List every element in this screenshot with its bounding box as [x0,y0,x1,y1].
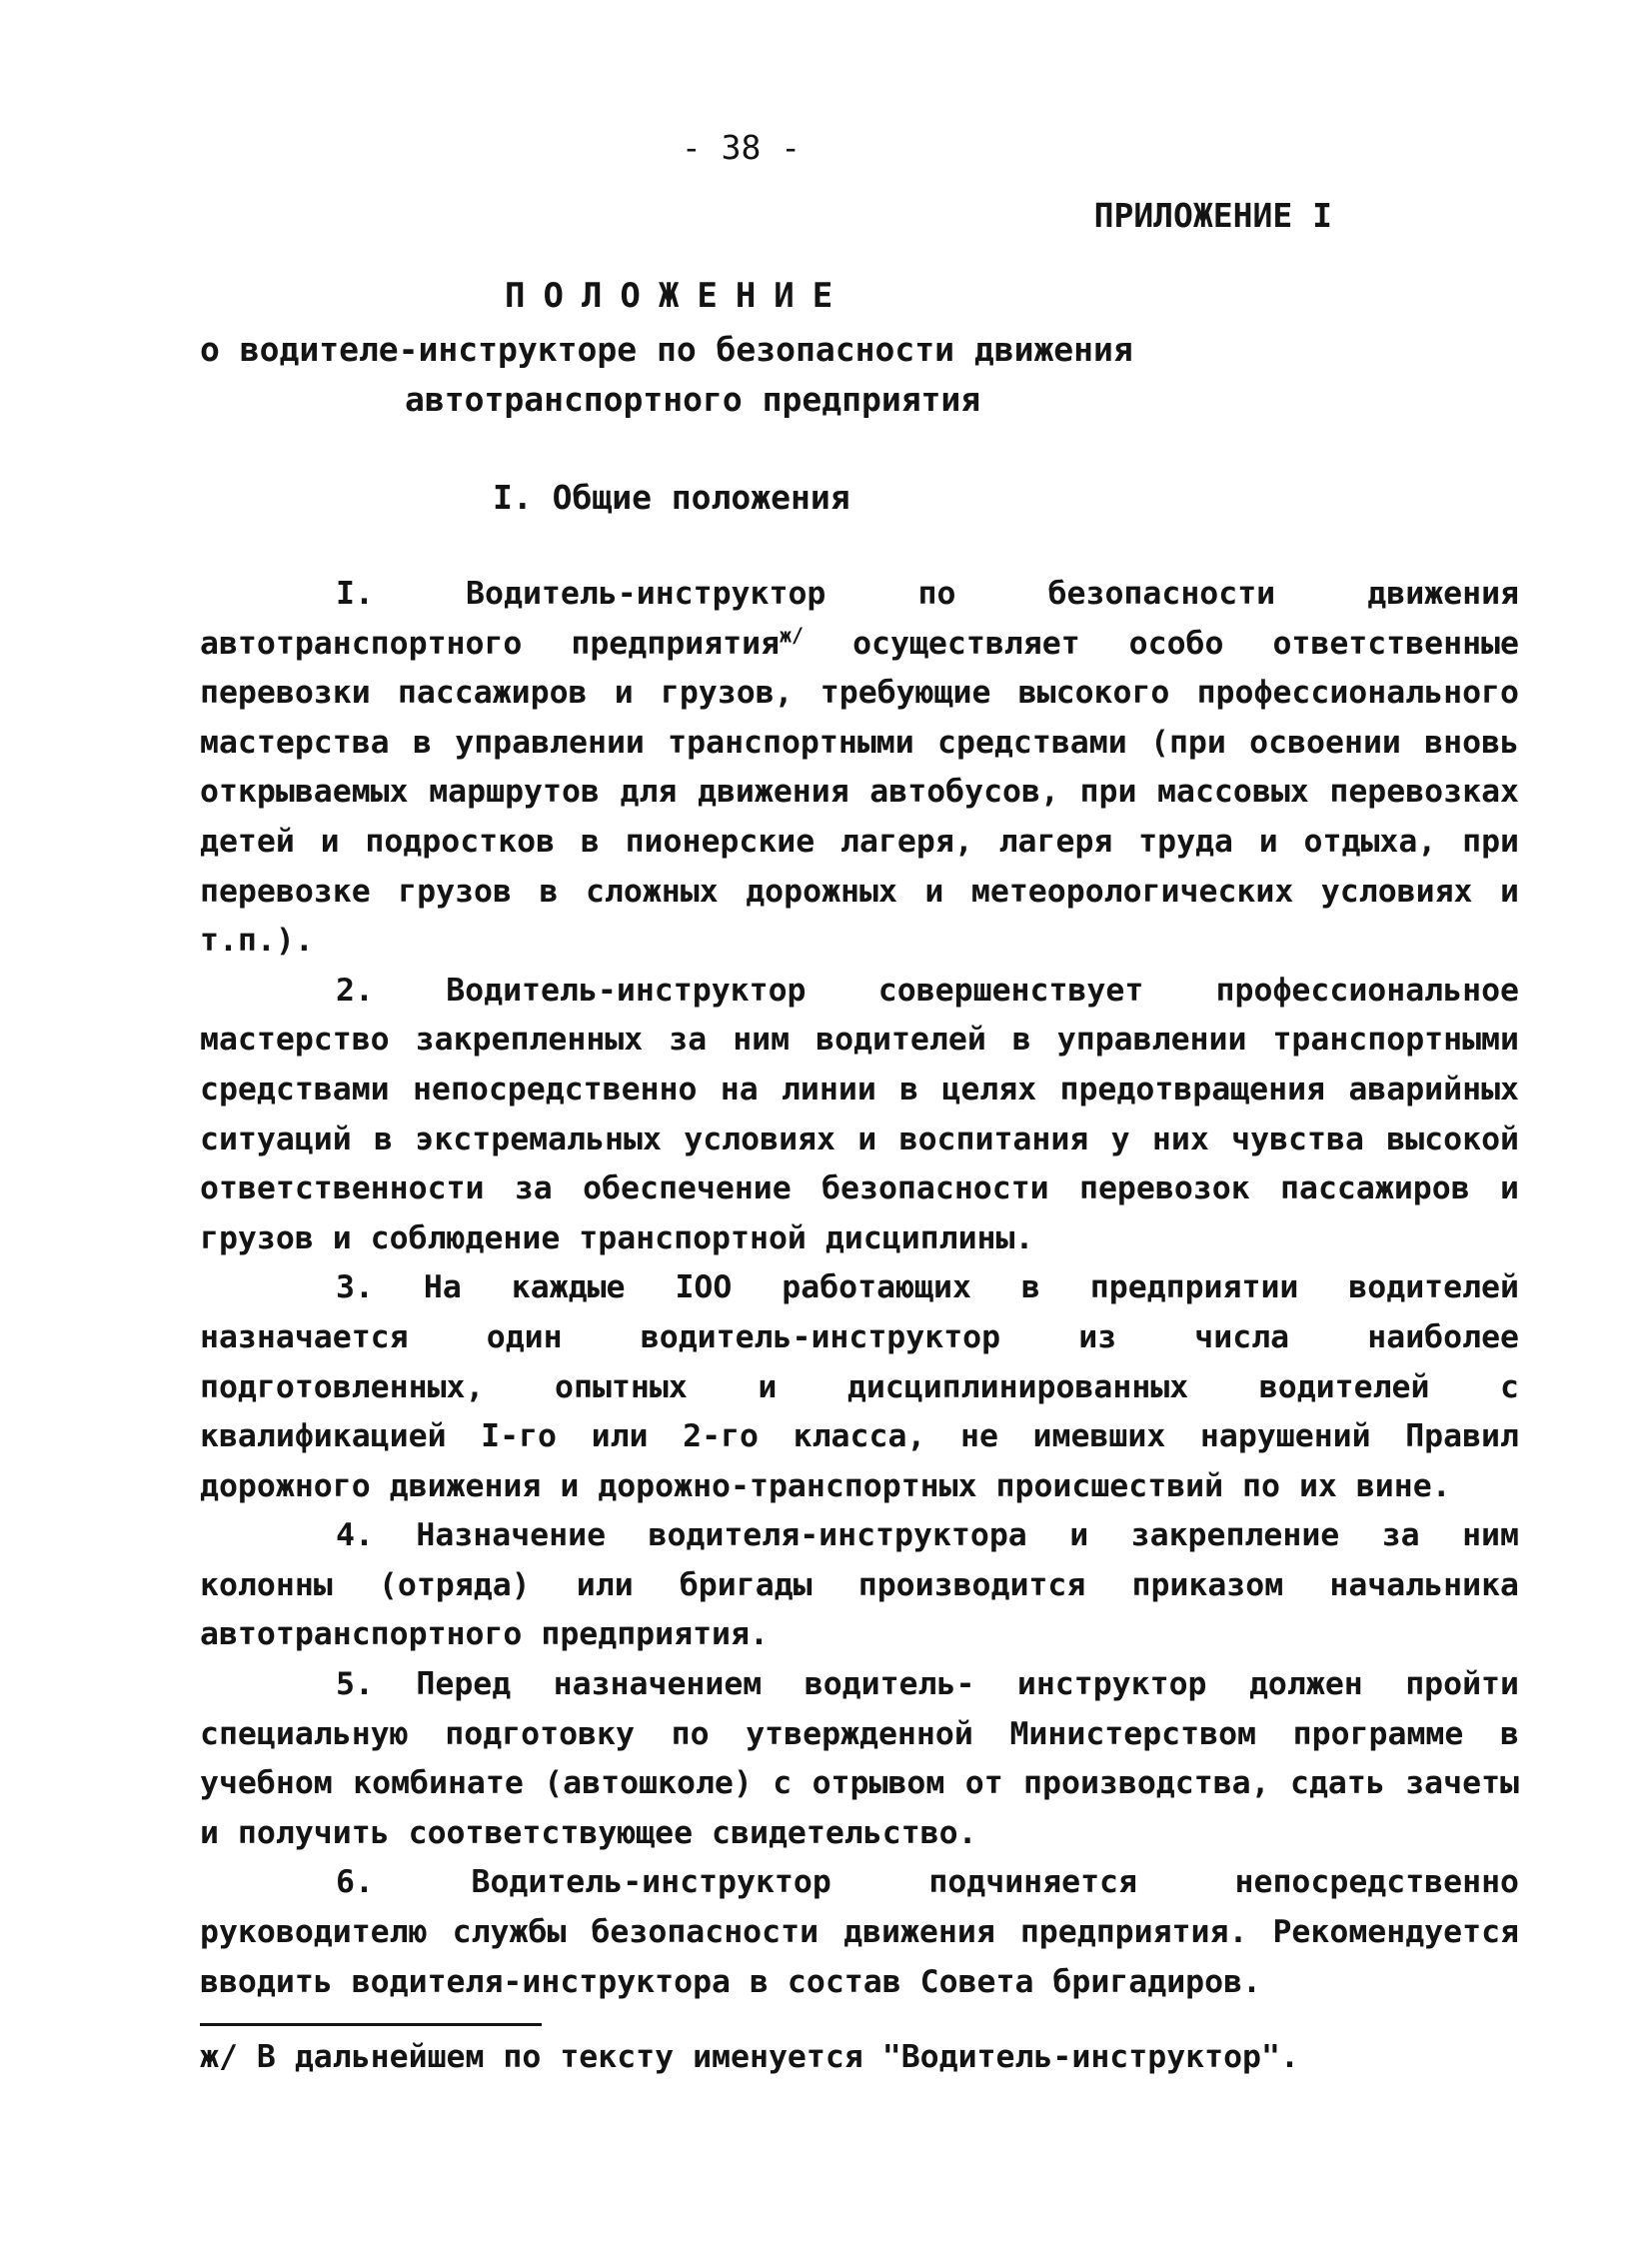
paragraph-3: 3. На каждые IOO работающих в предприятии водителей назначается один водитель-инструктор из числа наиболее подготовленных, опытных и дисциплинированных водителей с квалификацией I-го или 2-го класса, не имевших нарушений Правил дорожного движения и дорожно-транспортных происшествий по их вине. [200,1269,1519,1504]
paragraph-1-text-cont: осуществляет особо ответственные перевозки пассажиров и грузов, требующие высокого профессионального мастерства в управлении транспортными средствами (при освоении вновь открываемых маршрутов для движения автобусов, при массовых перевозках детей и подростков в пионерские лагеря, лагеря труда и отдыха, при перевозке грузов в сложных дорожных и метеорологических условиях и т.п.). [200,625,1519,960]
paragraph-1 [200,570,1519,967]
paragraph-6: 6. Водитель-инструктор подчиняется непосредственно руководителю службы безопасности движения предприятия. Рекомендуется вводить водителя-инструктора в состав Совета бригадиров. [200,1864,1519,2000]
body-text [200,570,1519,2007]
footnote-marker: ж/ [780,623,805,648]
paragraph-4: 4. Назначение водителя-инструктора и закрепление за ним колонны (отряда) или бригады производится приказом начальника автотранспортного предприятия. [200,1517,1519,1653]
page-number: - 38 - [681,128,802,167]
footnote: ж/ В дальнейшем по тексту именуется "Водитель-инструктор". [200,2039,1299,2075]
document-subtitle-line1: о водителе-инструкторе по безопасности движения [200,330,1133,369]
paragraph-5: 5. Перед назначением водитель- инструктор должен пройти специальную подготовку по утвержденной Министерством программе в учебном комбинате (автошколе) с отрывом от производства, сдать зачеты и получить соответствующее свидетельство. [200,1666,1519,1851]
section-heading: I. Общие положения [493,478,850,517]
document-title: ПОЛОЖЕНИЕ [505,276,851,316]
paragraph-2: 2. Водитель-инструктор совершенствует профессиональное мастерство закрепленных за ним водителей в управлении транспортными средствами непосредственно на линии в целях предотвращения аварийных ситуаций в экстремальных условиях и воспитания у них чувства высокой ответственности за обеспечение безопасности перевозок пассажиров и грузов и соблюдение транспортной дисциплины. [200,972,1519,1256]
appendix-label: ПРИЛОЖЕНИЕ I [1093,196,1332,235]
document-subtitle-line2: автотранспортного предприятия [405,380,981,419]
footnote-divider [200,2023,542,2026]
paragraph-1-text: I. Водитель-инструктор по безопасности движения автотранспортного предприятия [200,576,1519,662]
